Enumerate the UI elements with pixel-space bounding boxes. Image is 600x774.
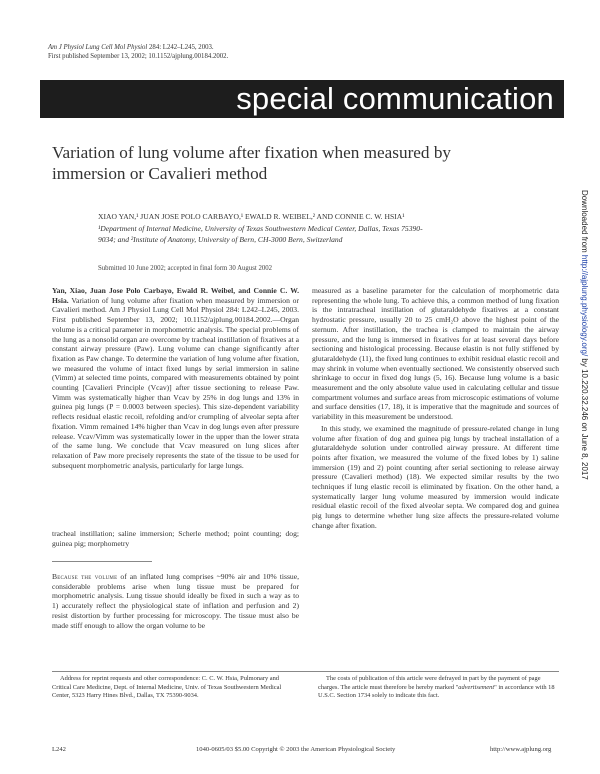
section-divider xyxy=(52,561,152,562)
page-number: L242 xyxy=(52,746,66,753)
abstract xyxy=(52,286,299,470)
right-column-paragraph-2: In this study, we examined the magnitude of pressure-related change in lung volume after fixation of dog and guinea pig lungs by tracheal installation of a glutaraldehyde solution under controlled airway pressure. At different time points after fixation, we measured the volume of the fixed lobes by 1) saline immersion (19) and 2) point counting after serial sectioning to release airway pressure (Cavalieri method) (18). We expected similar results by the two techniques if lung elastic recoil is eliminated by fixation. On the other hand, a systematically larger lung volume measured by immersion would indicate residual elastic recoil of the fixed alveolar septa. We compared dog and guinea pig lungs to determine whether lung size affects the pressure-related volume change after fixation. xyxy=(312,423,559,530)
intro-lead-in: Because the volume xyxy=(52,572,118,581)
right-column-paragraph-1: measured as a baseline parameter for the calculation of morphometric data representing the whole lung. To achieve this, a common method of lung fixation is the intratracheal instillation of glutaraldehyde fixatives at a constant hydrostatic pressure, usually 20 to 25 cmH₂O above the highest point of the sternum. After instillation, the trachea is clamped to maintain the airway pressure, and the lung is immersed in fixatives for at least several days before sectioning and histological processing. Because elastin is not fully stiffened by glutaraldehyde (11), the fixed lung continues to exhibit residual elastic recoil and may shrink in volume when eventually sectioned. We consistently observed such shrinkage to occur in fixed dog lungs (5, 16). Because lung volume is a basic measurement and the only absolute value used in calculating cellular and tissue compartment volumes and surface areas from microscopic estimations of volume and surface densities (17, 18), it is imperative that the magnitude and sources of variability in this measurement be understood. xyxy=(312,286,559,422)
introduction-left-column xyxy=(52,572,299,630)
author-list: XIAO YAN,¹ JUAN JOSE POLO CARBAYO,¹ EWALD R. WEIBEL,² AND CONNIE C. W. HSIA¹ xyxy=(98,212,405,221)
abstract-citation-authors: Yan, Xiao, Juan Jose Polo Carbayo, Ewald R. Weibel, and Connie C. W. Hsia. xyxy=(52,286,299,305)
copyright-line: 1040-0605/03 $5.00 Copyright © 2003 the American Physiological Society xyxy=(196,746,396,753)
intro-left-text: of an inflated lung comprises ~90% air and 10% tissue, considerable problems arise when lung tissue must be prepared for morphometric analysis. Lung tissue should ideally be fixed in such a way as to 1) accurately reflect the physiological state of inflation and perfusion and 2) resist distortion by further processing for microscopy. The tissue must also be made stiff enough to allow the organ volume to be xyxy=(52,572,300,630)
download-prefix: Downloaded from xyxy=(580,190,589,255)
submission-dates: Submitted 10 June 2002; accepted in final form 30 August 2002 xyxy=(98,265,273,272)
journal-website: http://www.ajplung.org xyxy=(490,746,552,753)
abstract-body: Variation of lung volume after fixation when measured by immersion or Cavalieri method. Am J Physiol Lung Cell Mol Physiol 284: L242–L245, 2003. First published September 13, 2002; 10.1152/ajplung.00184.2002.—Organ volume is a critical parameter in morphometric analysis. The special problems of the lung as a nonsolid organ are overcome by tracheal instillation of fixatives at a constant airway pressure (Paw). Lung volume can change significantly after fixation as Paw change. To determine the variation of lung volume after fixation, we measured the volume of intact fixed lungs by serial immersion in saline (Vimm) at selected time points, compared with measurements obtained by point counting [Cavalieri Principle (Vcav)] after tissue sectioning to release Paw. Vimm was systematically higher than Vcav by 25% in dog lungs and 13% in guinea pig lungs (P = 0.0003 between species). This size-dependent variability reflects residual elastic recoil, refolding and/or crumpling of alveolar septa after fixation. Vimm remained 14% higher than Vcav in dog lungs even after pressure release. Vcav/Vimm was systematically lower in the upper than the lower strata of the same lung. We conclude that Vcav measured on lung slices after relaxation of Paw more precisely represents the state of the tissue to be used for subsequent morphometric analysis, particularly for large lungs. xyxy=(52,295,300,470)
publication-costs-footnote: The costs of publication of this article were defrayed in part by the payment of page charges. The article must therefore be hereby marked "advertisement" in accordance with 18 U.S.C. Section 1734 solely to indicate this fact. xyxy=(318,675,555,700)
journal-volume: 284: L242–L245, 2003. xyxy=(149,44,214,51)
keywords: tracheal instillation; saline immersion; Scherle method; point counting; dog; guinea pig; morphometry xyxy=(52,529,299,548)
footnote-divider xyxy=(52,671,559,672)
section-banner xyxy=(40,80,564,118)
download-watermark xyxy=(578,190,592,630)
author-affiliations: ¹Department of Internal Medicine, University of Texas Southwestern Medical Center, Dallas, Texas 75390-9034; and ²Institute of Anatomy, University of Bern, CH-3000 Bern, Switzerland xyxy=(98,224,423,245)
correspondence-footnote: Address for reprint requests and other correspondence: C. C. W. Hsia, Pulmonary and Critical Care Medicine, Dept. of Internal Medicine, Univ. of Texas Southwestern Medical Center, 5323 Harry Hines Blvd., Dallas, TX 75390-9034. xyxy=(52,675,282,700)
section-banner-label: special communication xyxy=(236,81,554,116)
journal-citation xyxy=(48,43,228,61)
first-published-line: First published September 13, 2002; 10.1152/ajplung.00184.2002. xyxy=(48,53,229,60)
article-title: Variation of lung volume after fixation when measured by immersion or Cavalieri method xyxy=(52,143,452,183)
journal-name: Am J Physiol Lung Cell Mol Physiol xyxy=(48,44,148,51)
download-suffix: by 10.220.32.246 on June 8, 2017 xyxy=(580,356,589,480)
download-link[interactable]: http://ajplung.physiology.org/ xyxy=(580,254,589,357)
body-right-column xyxy=(312,286,559,531)
